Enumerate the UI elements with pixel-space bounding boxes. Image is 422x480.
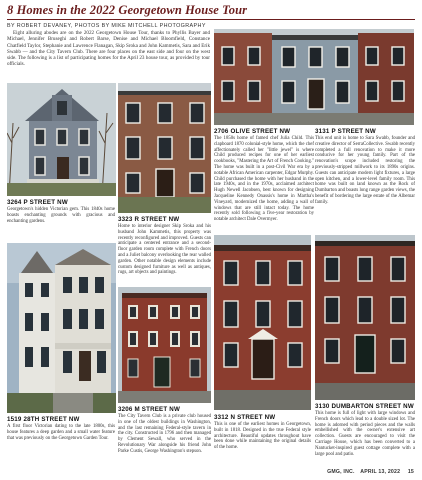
heading-2706-olive-street: 2706 OLIVE STREET NW [214, 128, 291, 135]
heading-1519-28th-street: 1519 28TH STREET NW [7, 416, 80, 423]
heading-3323-r-street: 3323 R STREET NW [118, 216, 180, 223]
heading-3264-p-street: 3264 P STREET NW [7, 199, 68, 206]
page-footer [327, 469, 414, 475]
heading-3130-dumbarton-street: 3130 DUMBARTON STREET NW [315, 403, 414, 410]
heading-3312-n-street: 3312 N STREET NW [214, 414, 276, 421]
text-3131-p-street: This end unit is home to Sara Swabb, founder and creative director of SerraCollective. Swabb recently completed a full renovation to make it more conducive for her young family. Part of the renovation's scope included restoring the previously-stripped millwork to its 1890s origins. Guests can anticipate modern light fixtures, a large open kitchen, and a lower-level family room. This home was built on land known as the Rock of Dumbarton and boasts long range garden views, the benefit of bordering the large estate of the Albemar family. [315, 136, 415, 205]
text-3130-dumbarton-street: This home is full of light with large windows and French doors which lead to a double sized lot. The home is adorned with period pieces and the walls embellished with the owner's extensive art collection. Guests are encouraged to visit the Carriage House, which has been converted to a Nantucket-inspired guest cottage complete with a large pool and patio. [315, 411, 415, 457]
text-2706-olive-street: The 1850s home of famed chef Julia Child. This clapboard 1870 colonial-style home, which the chef affectionately called her "little jewel" is where Child produced recipes for one of her earliest cookbooks, "Mastering the Art of French Cooking." The home was built in a post-Civil War era by a notable African American carpenter, Edgar Murphy. Child purchased the home with her husband in the late 1940s, and in the 1970s, acclaimed architect Hugh Newell Jacobsen, best known for designing Jacqueline Kennedy Onassis's home in Martha's Vineyard, modernized the home, adding a wall of windows that are still intact today. The home recently sold following a five-year restoration by notable architect Dale Overmyer. [214, 136, 314, 223]
text-3323-r-street: Home to interior designer Skip Sroka and his husband John Kammetis, this property was recently reconfigured and improved. Guests can anticipate a centered entrance and a second-floor garden room complete with French doors and a Juliet balcony overlooking the rear walled garden. Other notable design elements include custom designed furniture as well as antiques, rugs, art objects and paintings. [118, 224, 211, 276]
heading-3206-m-street: 3206 M STREET NW [118, 406, 180, 413]
text-1519-28th-street: A first floor Victorian dating to the late 1800s, this house features a deep garden and a small water feature that was previously on the Georgetown Garden Tour. [7, 424, 115, 441]
photo-3312-n-street [214, 235, 311, 410]
page-number: 15 [407, 469, 414, 475]
heading-3131-p-street: 3131 P STREET NW [315, 128, 376, 135]
text-3312-n-street: This is one of the earliest homes in Georgetown, built in 1818. Designed in the true Federal style architecture. Beautiful updates throughout have been done while maintaining the original details of the home. [214, 422, 311, 451]
title-rule [7, 19, 415, 20]
photo-3264-p-street [7, 83, 116, 196]
page-title: 8 Homes in the 2022 Georgetown House Tour [7, 3, 248, 17]
text-3264-p-street: Georgetown's hidden Victorian gem. This 1840s home boasts enchanting grounds with gracious and enchanting gardens. [7, 207, 115, 224]
byline: BY ROBERT DEVANEY, PHOTOS BY MIKE MITCHELL PHOTOGRAPHY [7, 23, 206, 29]
footer-publication: GMG, INC. [327, 469, 355, 475]
photo-1519-28th-street [7, 243, 116, 413]
text-3206-m-street: The City Tavern Club is a private club housed in one of the oldest buildings in Washington, and the last remaining Federal-style tavern in the city. Constructed in 1796 and then managed by Clement Sewall, who served in the Revolutionary War alongside his friend John Parke Custis, George Washington's stepson. [118, 414, 211, 454]
photo-3323-r-street [118, 83, 211, 213]
footer-date: APRIL 13, 2022 [360, 469, 401, 475]
photo-2706-olive-street [214, 29, 414, 125]
photo-3130-dumbarton-street [315, 235, 415, 400]
photo-3206-m-street [118, 287, 211, 403]
intro-paragraph: Eight alluring abodes are on the 2022 Georgetown House Tour, thanks to Phyllis Bayer and Michael, Jennifer Bruseghi and Robert Barse, Denise and Michael Bloomfield, Constance Chatfield Taylor, Stephanie and Lawrence Flanagan, Skip Sroka and John Kammetis, Sara and Erik Swabb — and the City Tavern Club. There are four places on the east side and four on the west side. The following is a list of participating homes for the April 23 house tour, as provided by tour officials. [7, 30, 210, 68]
